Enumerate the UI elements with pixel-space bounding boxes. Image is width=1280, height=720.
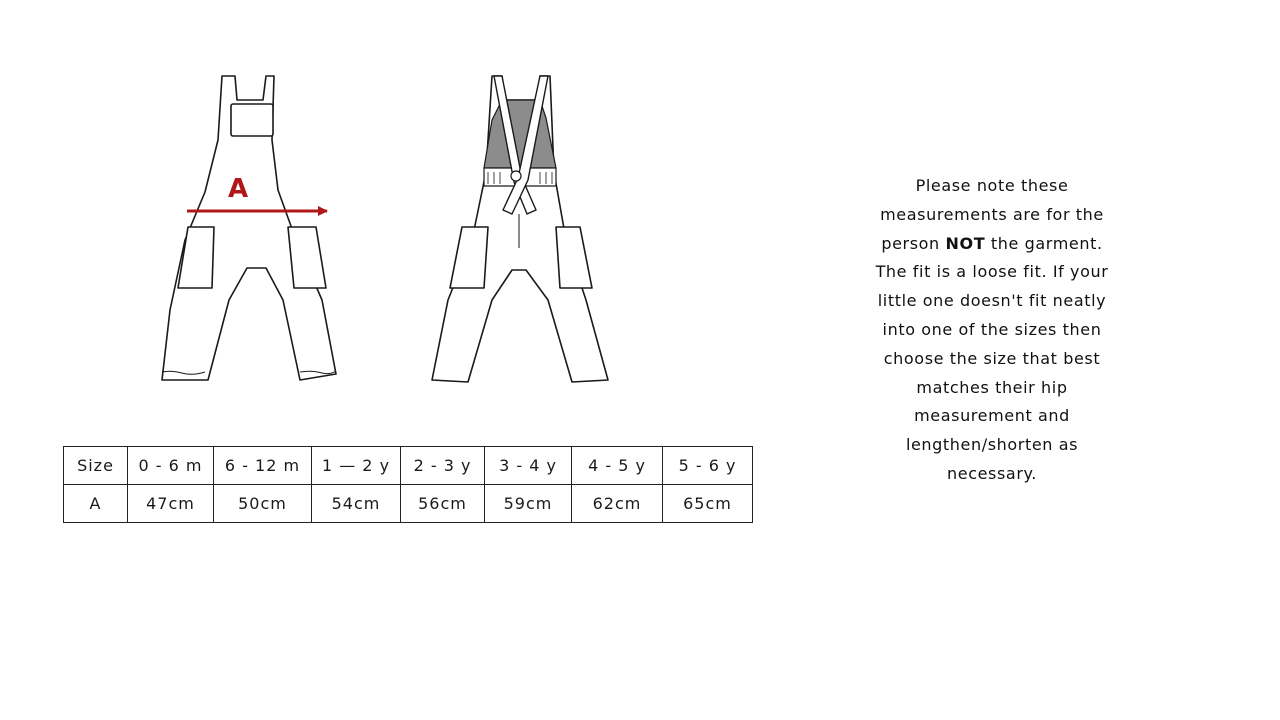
table-cell: 56cm	[401, 485, 485, 523]
table-header-cell: 1 — 2 y	[312, 447, 401, 485]
table-header-cell: 4 - 5 y	[572, 447, 663, 485]
table-cell: 54cm	[312, 485, 401, 523]
measurement-label-a: A	[228, 174, 249, 204]
right-pocket	[288, 227, 326, 288]
fit-note-after: the garment. The fit is a loose fit. If your little one doesn't fit neatly into one of the sizes then choose the size that best matches their hip measurement and lengthen/shorten as necessary.	[875, 233, 1109, 483]
bib-pocket	[231, 104, 273, 136]
fit-note-before: Please note these measurements are for the person	[880, 176, 1104, 253]
table-cell: 65cm	[663, 485, 753, 523]
overalls-illustration	[0, 0, 700, 440]
table-header-cell: 2 - 3 y	[401, 447, 485, 485]
table-header-cell: 6 - 12 m	[214, 447, 312, 485]
table-cell: 62cm	[572, 485, 663, 523]
back-right-pocket	[556, 227, 592, 288]
fit-note	[872, 172, 1112, 489]
table-header-cell: Size	[64, 447, 128, 485]
overalls-front-view	[162, 76, 336, 380]
table-header-row	[64, 447, 753, 485]
overalls-back-view	[432, 76, 608, 382]
table-cell: 50cm	[214, 485, 312, 523]
left-pocket	[178, 227, 214, 288]
back-left-pocket	[450, 227, 488, 288]
table-header-cell: 3 - 4 y	[485, 447, 572, 485]
table-cell: 47cm	[128, 485, 214, 523]
fit-note-text	[872, 172, 1112, 489]
table-cell: A	[64, 485, 128, 523]
fit-note-emphasis: NOT	[945, 233, 986, 253]
table-header-cell: 5 - 6 y	[663, 447, 753, 485]
table-header-cell: 0 - 6 m	[128, 447, 214, 485]
table-row	[64, 485, 753, 523]
strap-button	[511, 171, 521, 181]
size-chart-table	[63, 446, 753, 523]
table-cell: 59cm	[485, 485, 572, 523]
